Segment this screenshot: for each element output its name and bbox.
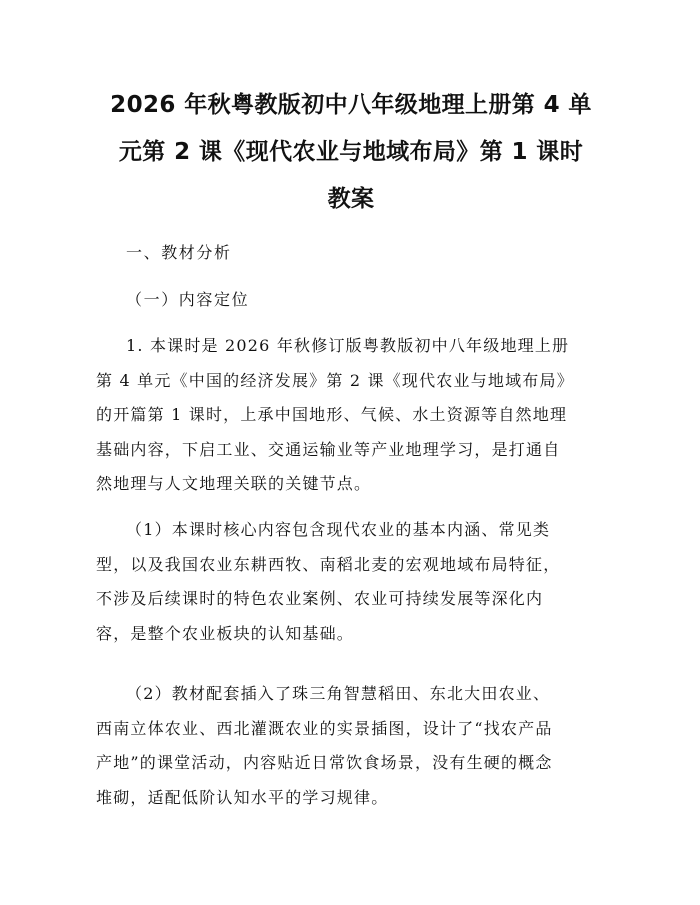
- paragraph-line: 型，以及我国农业东耕西牧、南稻北麦的宏观地域布局特征，: [96, 554, 561, 574]
- section-heading: 一、教材分析: [126, 243, 232, 262]
- paragraph-line: 然地理与人文地理关联的关键节点。: [96, 474, 372, 493]
- paragraph-line: （1）本课时核心内容包含现代农业的基本内涵、常见类: [126, 520, 551, 539]
- paragraph-line: 西南立体农业、西北灌溉农业的实景插图，设计了“找农产品: [96, 718, 553, 738]
- paragraph-content-position: [96, 329, 606, 502]
- subsection-heading: （一）内容定位: [126, 290, 250, 309]
- document-title: [96, 82, 606, 223]
- paragraph-line: （2）教材配套插入了珠三角智慧稻田、东北大田农业、: [126, 684, 551, 703]
- paragraph-line: 1. 本课时是 2026 年秋修订版粤教版初中八年级地理上册: [126, 336, 570, 355]
- paragraph-line: 不涉及后续课时的特色农业案例、农业可持续发展等深化内: [96, 589, 544, 608]
- title-line: 元第 2 课《现代农业与地域布局》第 1 课时: [118, 139, 584, 165]
- paragraph-line: 第 4 单元《中国的经济发展》第 2 课《现代农业与地域布局》: [96, 370, 574, 390]
- paragraph-line: 容，是整个农业板块的认知基础。: [96, 623, 355, 643]
- paragraph-core-content: [96, 513, 606, 651]
- paragraph-line: 基础内容，下启工业、交通运输业等产业地理学习，是打通自: [96, 439, 561, 459]
- paragraph-line: 产地”的课堂活动，内容贴近日常饮食场景，没有生硬的概念: [96, 753, 553, 772]
- title-line: 2026 年秋粤教版初中八年级地理上册第 4 单: [110, 92, 592, 118]
- title-line: 教案: [327, 186, 375, 212]
- paragraph-line: 的开篇第 1 课时，上承中国地形、气候、水土资源等自然地理: [96, 405, 568, 424]
- paragraph-textbook-materials: [96, 677, 606, 815]
- paragraph-line: 堆砌，适配低阶认知水平的学习规律。: [96, 787, 389, 807]
